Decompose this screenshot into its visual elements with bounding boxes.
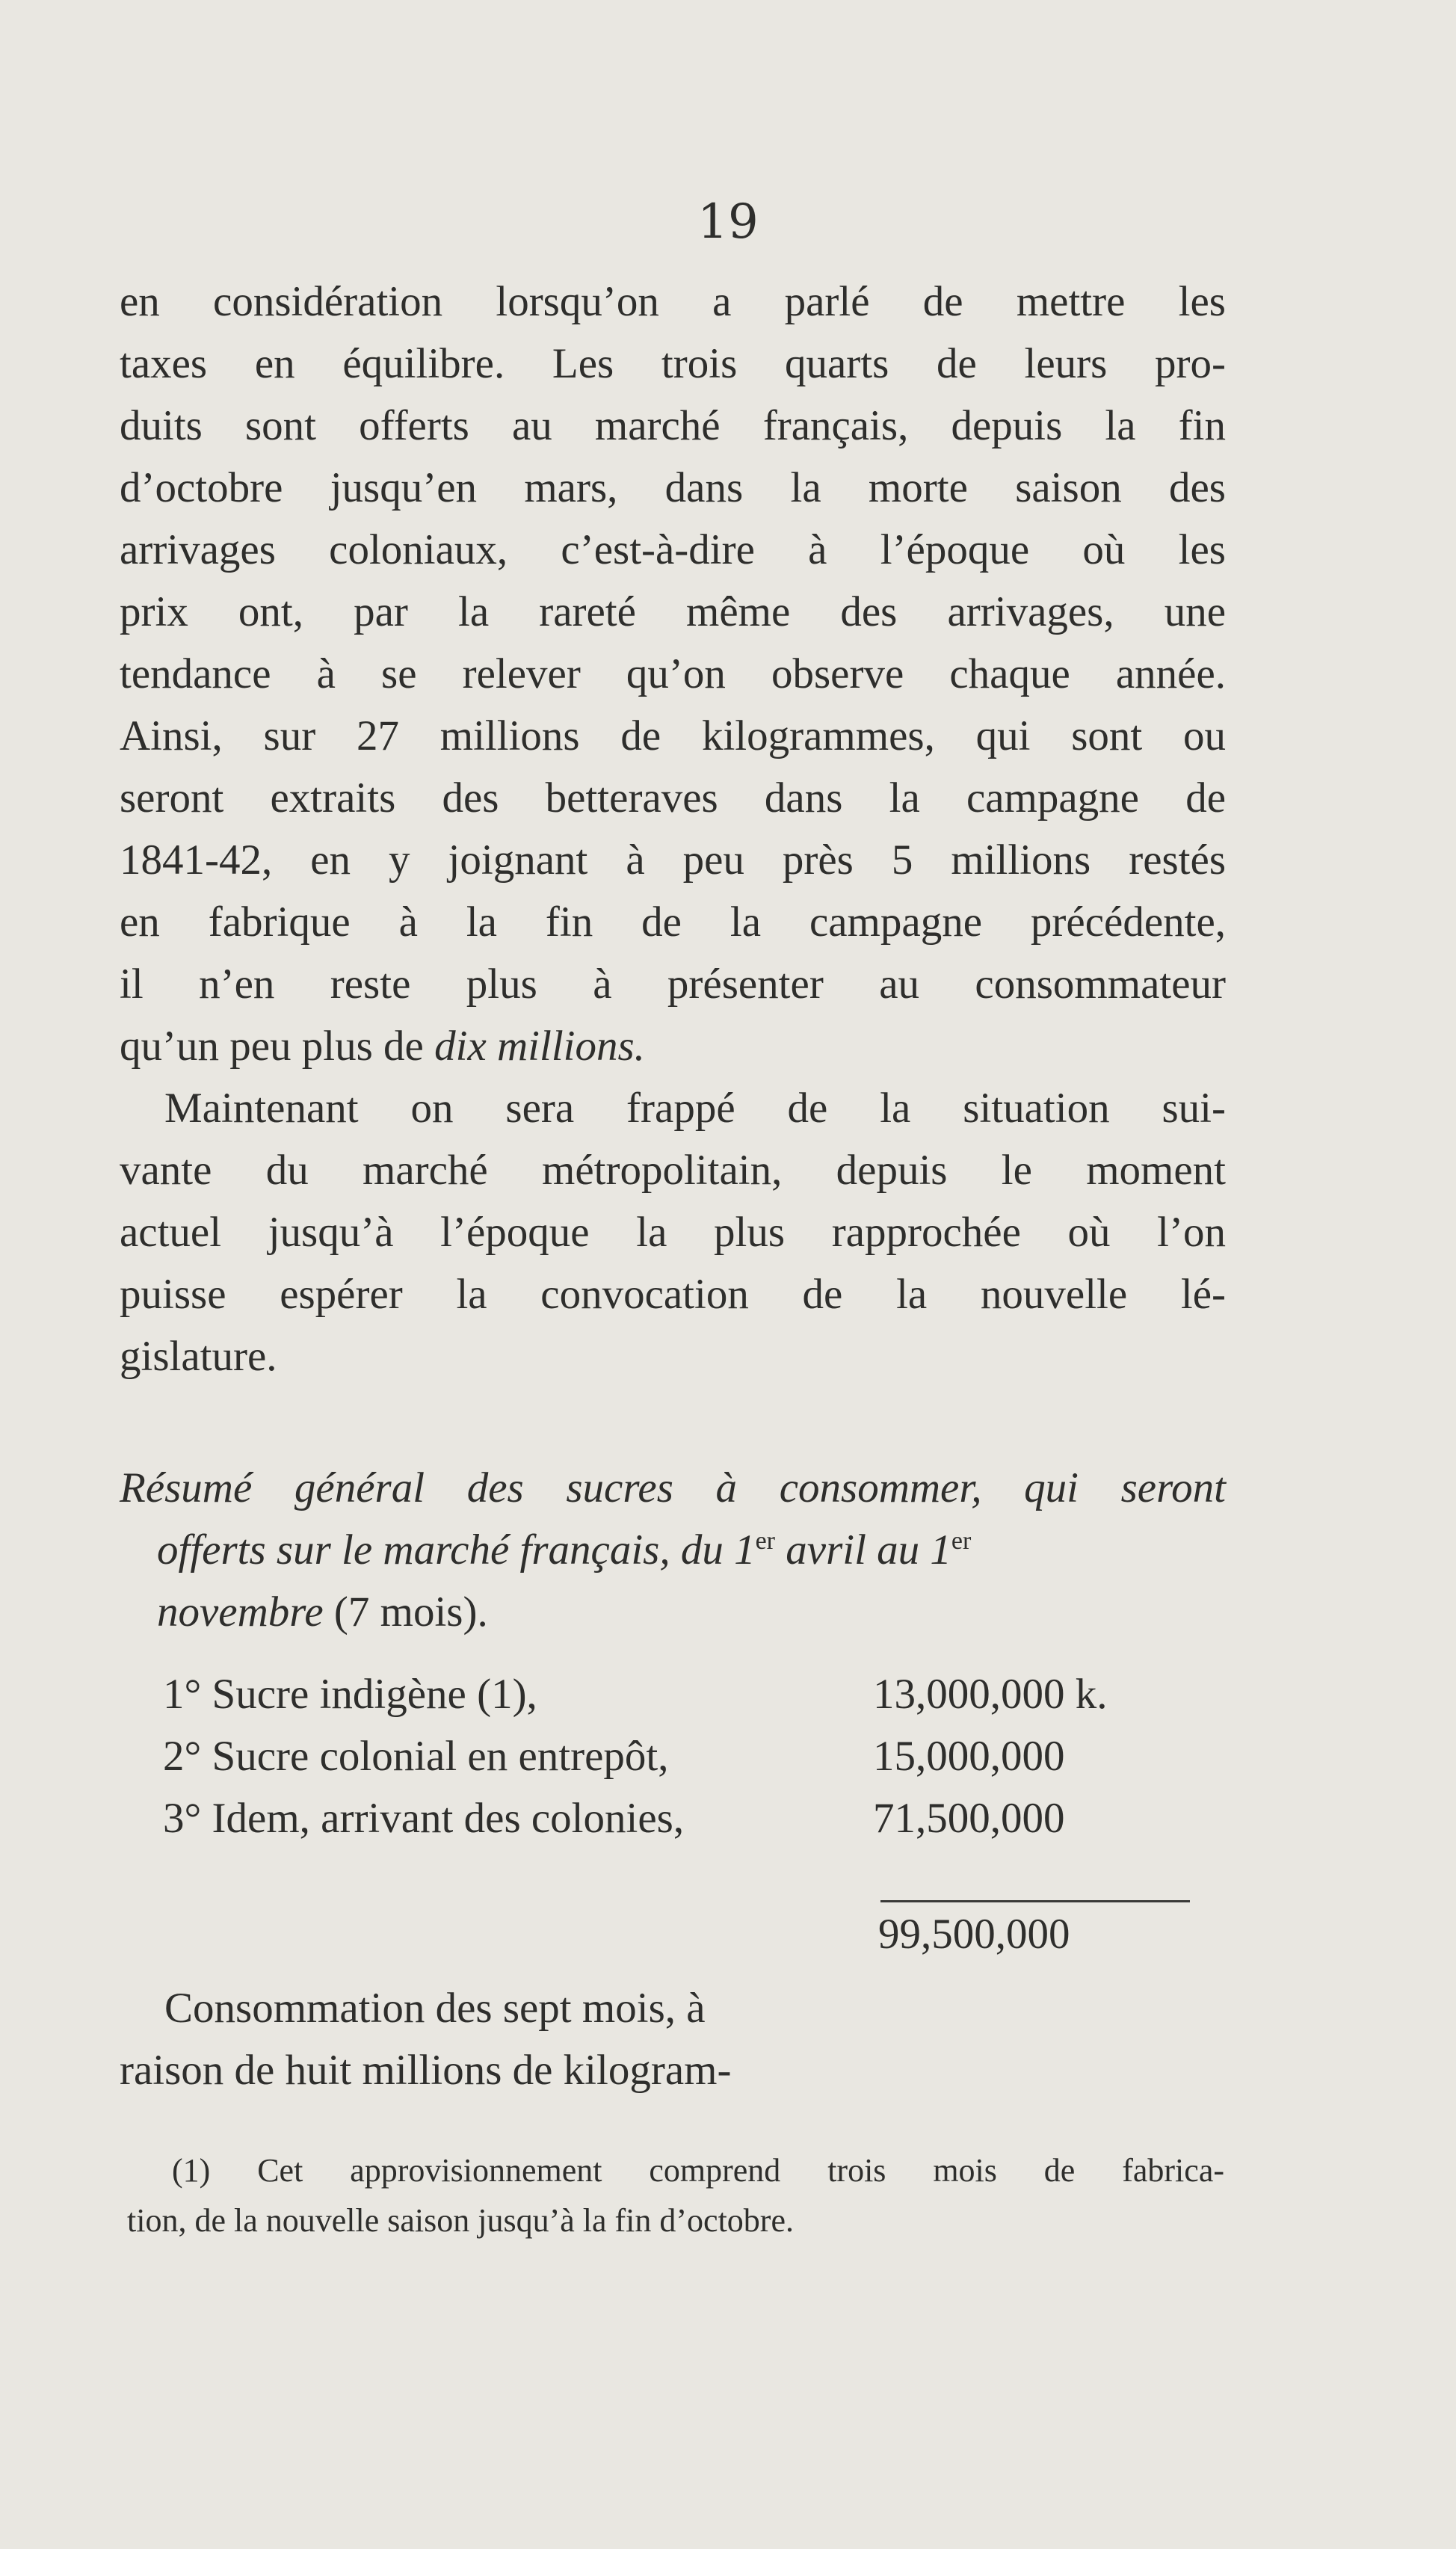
- text-line: vante du marché métropolitain, depuis le moment: [120, 1147, 1226, 1194]
- resume-fragment: (7 mois).: [323, 1588, 488, 1636]
- row-label: 3° Idem, arrivant des colonies,: [163, 1795, 685, 1842]
- text-line: Ainsi, sur 27 millions de kilogrammes, qui sont ou: [120, 712, 1226, 759]
- resume-title: Résumé général des sucres à consommer, qui seront: [120, 1464, 1226, 1511]
- table-row: [163, 1725, 1224, 1787]
- row-value: 15,000,000: [873, 1733, 1065, 1780]
- sugar-summary-table: [163, 1663, 1224, 1849]
- paragraph-1: [120, 271, 1226, 1077]
- resume-line: [120, 1457, 1226, 1519]
- text-line: 1841-42, en y joignant à peu près 5 millions restés: [120, 836, 1226, 884]
- row-value: 13,000,000 k.: [873, 1671, 1108, 1718]
- text-line: tendance à se relever qu’on observe chaque année.: [120, 650, 1226, 697]
- text-line: arrivages coloniaux, c’est-à-dire à l’époque où les: [120, 526, 1226, 573]
- emphasis-text: dix millions.: [434, 1023, 645, 1070]
- sum-total: 99,500,000: [878, 1911, 1070, 1958]
- paragraph-2: [120, 1077, 1226, 1387]
- superscript: er: [755, 1527, 776, 1555]
- text-line: Maintenant on sera frappé de la situation sui-: [164, 1085, 1226, 1132]
- resume-line: [120, 1519, 1226, 1581]
- text-line: prix ont, par la rareté même des arrivages, une: [120, 588, 1226, 635]
- sum-rule: [880, 1900, 1190, 1902]
- text-line: raison de huit millions de kilogram-: [120, 2047, 732, 2094]
- resume-fragment: novembre: [157, 1588, 324, 1636]
- text-line: seront extraits des betteraves dans la campagne de: [120, 774, 1226, 822]
- text-fragment: qu’un peu plus de: [120, 1023, 424, 1070]
- table-row: [163, 1787, 1224, 1849]
- footnote: [127, 2145, 1224, 2246]
- row-value: 71,500,000: [873, 1795, 1065, 1842]
- text-line: d’octobre jusqu’en mars, dans la morte saison des: [120, 464, 1226, 511]
- footnote-line: (1) Cet approvisionnement comprend trois mois de fabrica-: [172, 2152, 1224, 2189]
- text-line-last: [120, 1015, 1226, 1077]
- page-number: 19: [697, 194, 759, 250]
- footnote-line: tion, de la nouvelle saison jusqu’à la fin d’octobre.: [127, 2202, 794, 2239]
- text-line: duits sont offerts au marché français, depuis la fin: [120, 402, 1226, 449]
- text-line: puisse espérer la convocation de la nouvelle lé-: [120, 1271, 1226, 1318]
- superscript: er: [951, 1527, 972, 1555]
- resume-line: [120, 1581, 1226, 1643]
- text-line: taxes en équilibre. Les trois quarts de leurs pro-: [120, 340, 1226, 387]
- text-line: il n’en reste plus à présenter au consommateur: [120, 961, 1226, 1008]
- row-label: 2° Sucre colonial en entrepôt,: [163, 1733, 669, 1780]
- text-line: en fabrique à la fin de la campagne précédente,: [120, 899, 1226, 946]
- resume-heading: [120, 1457, 1226, 1643]
- consommation-paragraph: [120, 1977, 1226, 2101]
- text-line: en considération lorsqu’on a parlé de mettre les: [120, 278, 1226, 325]
- text-line: gislature.: [120, 1333, 277, 1380]
- text-line: actuel jusqu’à l’époque la plus rapprochée où l’on: [120, 1209, 1226, 1256]
- row-label: 1° Sucre indigène (1),: [163, 1671, 537, 1718]
- resume-fragment: offerts sur le marché français, du 1: [157, 1526, 756, 1574]
- table-row: [163, 1663, 1224, 1725]
- resume-fragment: avril au 1: [775, 1526, 951, 1574]
- text-line: Consommation des sept mois, à: [164, 1985, 706, 2032]
